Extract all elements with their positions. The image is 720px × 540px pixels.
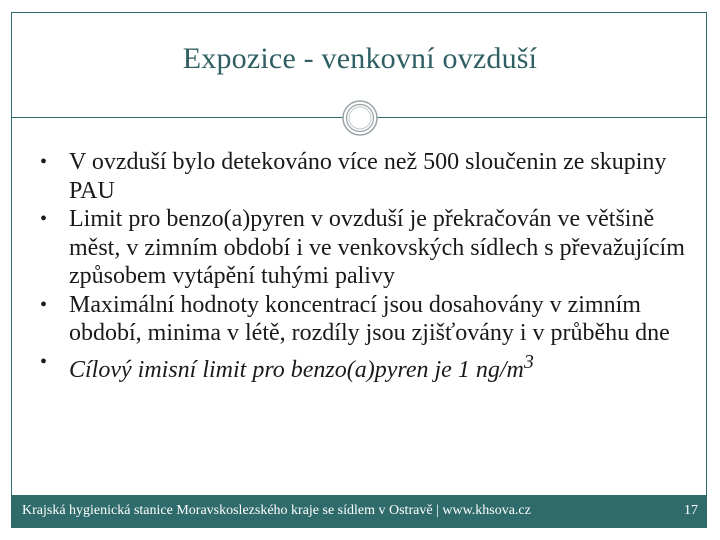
bullet-marker: • xyxy=(40,293,48,316)
footer-text: Krajská hygienická stanice Moravskoslezského kraje se sídlem v Ostravě | www.khsova.cz xyxy=(22,503,531,518)
superscript-unit: 3 xyxy=(523,350,534,373)
list-item xyxy=(40,291,694,348)
list-item xyxy=(40,148,694,205)
bullet-marker: • xyxy=(40,151,48,173)
bullet-text: Maximální hodnoty koncentrací jsou dosahovány v zimním období, minima v létě, rozdíly jsou zjišťovány i v průběhu dne xyxy=(69,291,670,346)
slide-title: Expozice - venkovní ovzduší xyxy=(182,42,538,75)
list-item xyxy=(40,205,694,291)
bullet-text: Cílový imisní limit pro benzo(a)pyren je 1 ng/m xyxy=(69,356,524,383)
list-item xyxy=(40,348,694,385)
bullet-text: V ovzduší bylo detekováno více než 500 sloučenin ze skupiny PAU xyxy=(69,149,667,204)
bullet-list xyxy=(40,148,694,384)
page-number: 17 xyxy=(684,503,698,518)
bullet-text: Limit pro benzo(a)pyren v ovzduší je překračován ve většině měst, v zimním období i ve venkovských sídlech s převažujícím způsobem vytápění tuhými palivy xyxy=(69,206,685,289)
bullet-marker: • xyxy=(40,350,48,373)
bullet-marker: • xyxy=(40,208,48,230)
circle-ornament-icon xyxy=(342,100,378,136)
